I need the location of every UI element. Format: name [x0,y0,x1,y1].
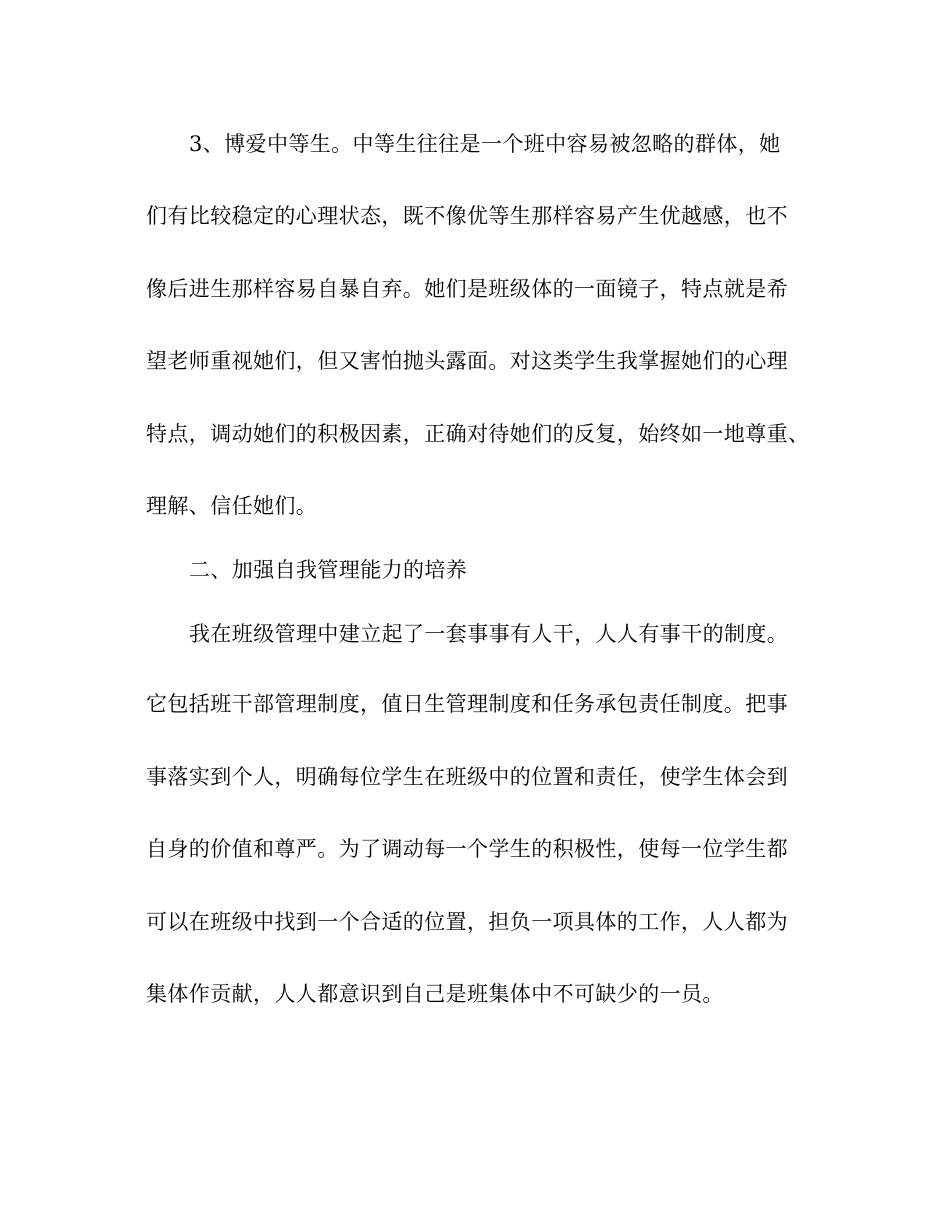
paragraph-2-line-5: 可以在班级中找到一个合适的位置，担负一项具体的工作，人人都为 [146,910,788,934]
paragraph-2-line-2: 它包括班干部管理制度，值日生管理制度和任务承包责任制度。把事 [146,692,788,716]
paragraph-1-line-1: 3、博爱中等生。中等生往往是一个班中容易被忽略的群体，她 [189,132,781,156]
paragraph-1-line-2: 们有比较稳定的心理状态，既不像优等生那样容易产生优越感，也不 [146,204,788,228]
paragraph-2-line-1: 我在班级管理中建立起了一套事事有人干，人人有事干的制度。 [189,622,789,646]
paragraph-2-line-3: 事落实到个人，明确每位学生在班级中的位置和责任，使学生体会到 [146,765,788,789]
paragraph-2-line-6: 集体作贡献，人人都意识到自己是班集体中不可缺少的一员。 [146,982,724,1006]
paragraph-2-line-4: 自身的价值和尊严。为了调动每一个学生的积极性，使每一位学生都 [146,837,788,861]
section-heading: 二、加强自我管理能力的培养 [189,558,468,582]
paragraph-1-line-5: 特点，调动她们的积极因素，正确对待她们的反复，始终如一地尊重、 [146,422,810,446]
paragraph-1-line-3: 像后进生那样容易自暴自弃。她们是班级体的一面镜子，特点就是希 [146,277,788,301]
paragraph-1-line-6: 理解、信任她们。 [146,494,318,518]
paragraph-1-line-4: 望老师重视她们，但又害怕抛头露面。对这类学生我掌握她们的心理 [146,349,788,373]
